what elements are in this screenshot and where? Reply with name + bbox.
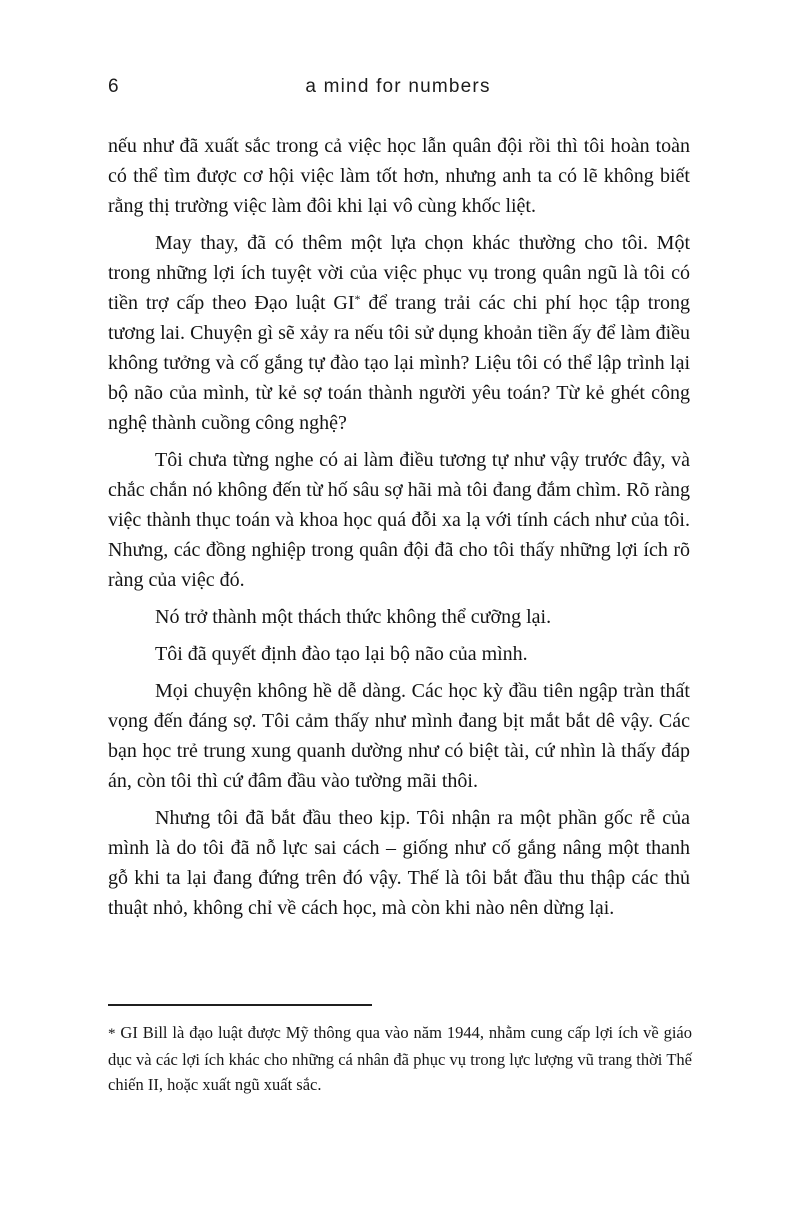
footnote [108, 1020, 692, 1097]
footnote-divider [108, 1004, 372, 1006]
page-number: 6 [108, 76, 119, 97]
paragraph: nếu như đã xuất sắc trong cả việc học lẫn quân đội rồi thì tôi hoàn toàn có thể tìm được cơ hội việc làm tốt hơn, nhưng anh ta có lẽ không biết rằng thị trường việc làm đôi khi lại vô cùng khốc liệt. [108, 135, 690, 217]
paragraph: Tôi chưa từng nghe có ai làm điều tương tự như vậy trước đây, và chắc chắn nó không đến từ hố sâu sợ hãi mà tôi đang đắm chìm. Rõ ràng việc thành thục toán và khoa học quá đỗi xa lạ với tính cách như của tôi. Nhưng, các đồng nghiệp trong quân đội đã cho tôi thấy những lợi ích rõ ràng của việc đó. [108, 449, 690, 591]
paragraph: Nó trở thành một thách thức không thể cưỡng lại. [155, 606, 552, 628]
body-text [108, 131, 690, 930]
paragraph-text: May thay, đã có thêm một lựa chọn khác thường cho tôi. Một trong những lợi ích tuyệt vời của việc phục vụ trong quân ngũ là tôi có tiền trợ cấp theo Đạo luật GI [108, 232, 690, 314]
footnote-marker: * [108, 1026, 116, 1042]
paragraph: Mọi chuyện không hề dễ dàng. Các học kỳ đầu tiên ngập tràn thất vọng đến đáng sợ. Tôi cảm thấy như mình đang bịt mắt bắt dê vậy. Các bạn học trẻ trung xung quanh dường như có biệt tài, cứ nhìn là thấy đáp án, còn tôi thì cứ đâm đầu vào tường mãi thôi. [108, 680, 690, 792]
footnote-reference-marker: * [354, 292, 361, 306]
paragraph: Tôi đã quyết định đào tạo lại bộ não của mình. [155, 643, 528, 665]
paragraph-text: để trang trải các chi phí học tập trong tương lai. Chuyện gì sẽ xảy ra nếu tôi sử dụng khoản tiền ấy để làm điều không tưởng và cố gắng tự đào tạo lại mình? Liệu tôi có thể lập trình lại bộ não của mình, từ kẻ sợ toán thành người yêu toán? Từ kẻ ghét công nghệ thành cuồng công nghệ? [108, 292, 690, 434]
paragraph: Nhưng tôi đã bắt đầu theo kịp. Tôi nhận ra một phần gốc rễ của mình là do tôi đã nỗ lực sai cách – giống như cố gắng nâng một thanh gỗ khi ta lại đang đứng trên đó vậy. Thế là tôi bắt đầu thu thập các thủ thuật nhỏ, không chỉ về cách học, mà còn khi nào nên dừng lại. [108, 807, 690, 919]
paragraph [108, 228, 690, 438]
footnote-text: GI Bill là đạo luật được Mỹ thông qua vào năm 1944, nhằm cung cấp lợi ích về giáo dục và các lợi ích khác cho những cá nhân đã phục vụ trong lực lượng vũ trang thời Thế chiến II, hoặc xuất ngũ xuất sắc. [108, 1023, 692, 1094]
running-head: a mind for numbers [305, 76, 491, 97]
page-header [108, 76, 688, 102]
